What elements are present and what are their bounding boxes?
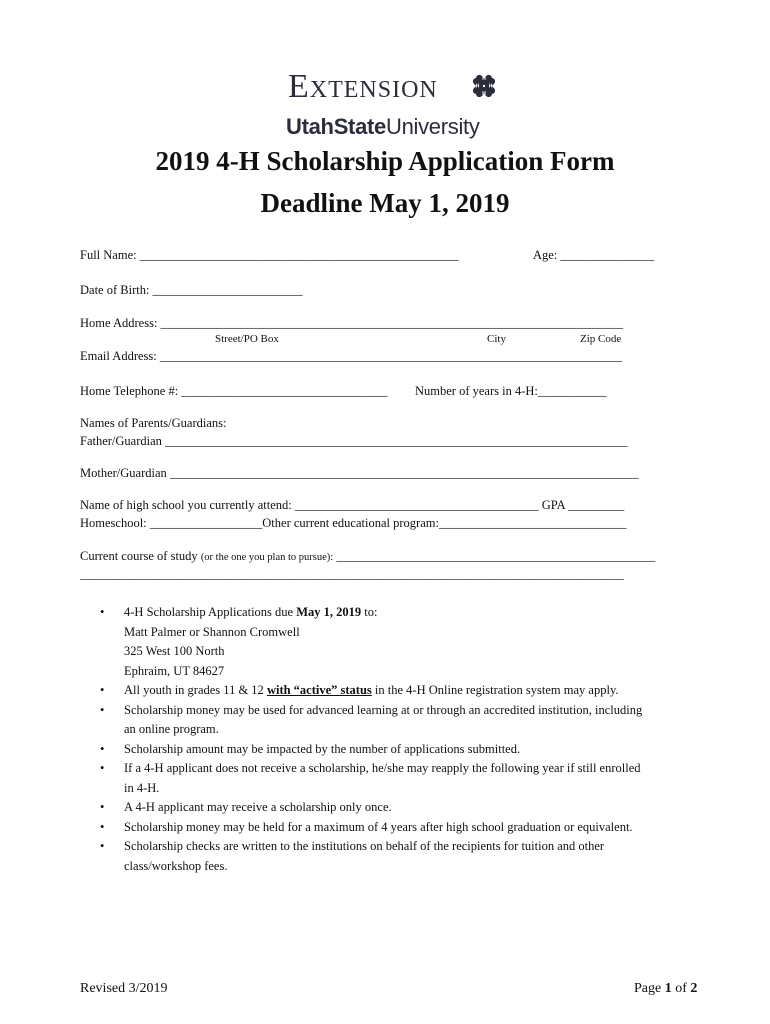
usu-regular-text: University (386, 114, 480, 139)
years-4h-field[interactable]: Number of years in 4-H:___________ (415, 384, 607, 398)
list-item (100, 818, 710, 838)
revised-date: Revised 3/2019 (80, 981, 168, 996)
dob-field[interactable]: Date of Birth: ________________________ (80, 283, 303, 297)
list-item-cont (100, 857, 710, 877)
b7-text: Scholarship money may be held for a maximum of 4 years after high school graduation or equivalent. (124, 819, 633, 834)
list-item (100, 837, 710, 857)
b3-text: Scholarship money may be used for advanced learning at or through an accredited institution, including (124, 702, 643, 717)
4h-clover-icon (470, 72, 498, 100)
usu-logo-text (286, 114, 480, 140)
street-label: Street/PO Box (215, 333, 279, 345)
course-of-study-line-2[interactable]: _______________________________________________________________________________________ (80, 567, 624, 581)
b1-deadline: May 1, 2019 (296, 605, 362, 619)
page-number (634, 981, 697, 997)
b6-text: A 4-H applicant may receive a scholarship only once. (124, 800, 392, 814)
mother-field[interactable]: Mother/Guardian ___________________________________________________________________________ (80, 466, 639, 480)
deadline-heading: Deadline May 1, 2019 (260, 188, 510, 218)
full-name-field[interactable]: Full Name: ___________________________________________________ (80, 248, 459, 262)
extension-logo-text (288, 68, 438, 106)
bullet-dot: • (100, 605, 105, 619)
list-item (100, 740, 710, 760)
bullet-dot: • (100, 702, 105, 717)
address-line (100, 662, 710, 682)
address-line (100, 623, 710, 643)
bullet-dot: • (100, 839, 105, 853)
age-field[interactable]: Age: _______________ (533, 248, 655, 262)
b3-text-cont: an online program. (124, 722, 219, 736)
b1-text-end: to: (361, 605, 378, 619)
page-total: 2 (690, 981, 698, 996)
page-title: 2019 4-H Scholarship Application Form (155, 146, 615, 176)
extension-wordmark: Extension (288, 68, 438, 105)
address-street: 325 West 100 North (124, 644, 225, 658)
b8-text-cont: class/workshop fees. (124, 858, 228, 873)
course-of-study-field[interactable] (80, 549, 655, 564)
b2-emphasis: with “active” status (266, 683, 372, 697)
high-school-field[interactable]: Name of high school you currently attend: _______________________________________ GPA _________ (80, 498, 625, 512)
list-item-cont (100, 720, 710, 740)
b2-text-end: in the 4-H Online registration system may apply. (371, 683, 619, 697)
page-of: of (671, 981, 691, 996)
b2-text: All youth in grades 11 & 12 (124, 683, 267, 697)
list-item (100, 798, 710, 818)
course-label: Current course of study (80, 549, 198, 563)
svg-text:H: H (488, 83, 493, 90)
svg-text:H: H (482, 91, 486, 97)
phone-field[interactable]: Home Telephone #: _________________________________ (80, 384, 388, 398)
b4-text: Scholarship amount may be impacted by the number of applications submitted. (124, 741, 521, 756)
b1-text: 4-H Scholarship Applications due (124, 605, 297, 619)
address-city: Ephraim, UT 84627 (124, 663, 225, 678)
city-label: City (487, 333, 506, 345)
email-field[interactable]: Email Address: __________________________________________________________________________ (80, 349, 623, 363)
list-item (100, 759, 710, 779)
parents-heading: Names of Parents/Guardians: (80, 416, 227, 430)
instructions-list (100, 603, 710, 876)
list-item-cont (100, 779, 710, 799)
b8-text: Scholarship checks are written to the institutions on behalf of the recipients for tuition and other (124, 839, 605, 853)
b5-text-cont: in 4-H. (124, 780, 160, 795)
bullet-dot: • (100, 819, 105, 834)
home-address-field[interactable]: Home Address: __________________________________________________________________________ (80, 316, 624, 330)
page-current: 1 (664, 981, 672, 996)
address-line (100, 642, 710, 662)
svg-text:H: H (482, 76, 486, 82)
bullet-dot: • (100, 800, 105, 814)
homeschool-field[interactable]: Homeschool: __________________Other current educational program:______________________________ (80, 516, 627, 530)
course-line: ___________________________________________________ (333, 549, 656, 563)
list-item (100, 681, 710, 701)
b5-text: If a 4-H applicant does not receive a scholarship, he/she may reapply the following year if still enrolled (124, 761, 641, 775)
father-field[interactable]: Father/Guardian __________________________________________________________________________ (80, 434, 628, 448)
course-note: (or the one you plan to pursue): (200, 552, 334, 563)
usu-bold-text: UtahState (286, 114, 386, 139)
list-item (100, 701, 710, 721)
svg-text:H: H (475, 83, 480, 90)
zip-label: Zip Code (580, 333, 622, 345)
bullet-dot: • (100, 741, 105, 756)
address-names: Matt Palmer or Shannon Cromwell (124, 624, 300, 639)
bullet-dot: • (100, 761, 105, 775)
list-item (100, 603, 710, 623)
page-label: Page (634, 981, 665, 996)
bullet-dot: • (100, 683, 105, 697)
